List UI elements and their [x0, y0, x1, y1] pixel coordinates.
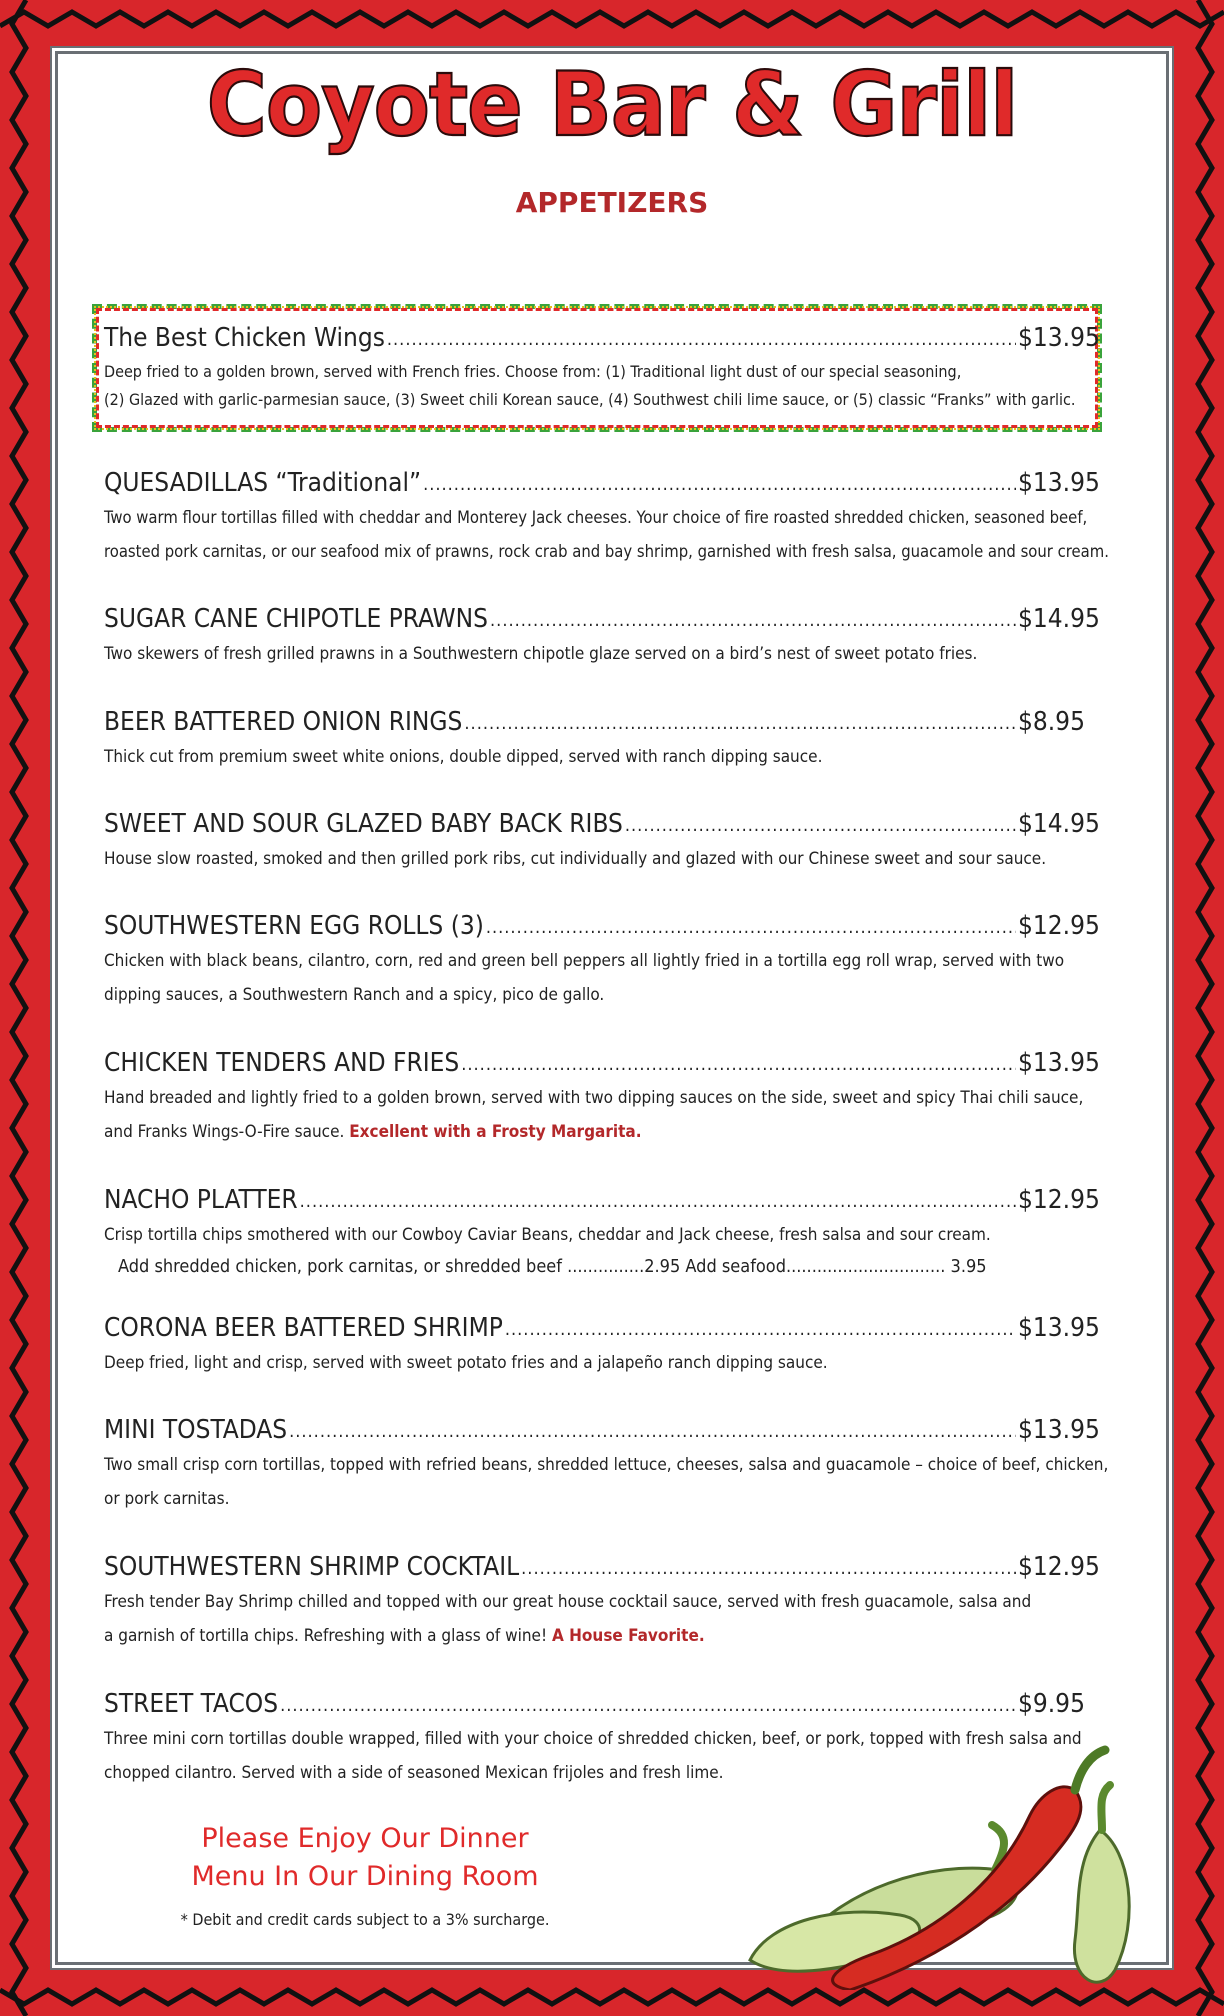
menu-item-baby-back-ribs — [104, 806, 1104, 876]
menu-item-chicken-tenders — [104, 1045, 1104, 1149]
surcharge-note: * Debit and credit cards subject to a 3% surcharge. — [180, 1910, 550, 1929]
item-price: $13.95 — [1018, 1313, 1100, 1343]
leader-dots — [289, 1414, 1016, 1450]
description-line: Thick cut from premium sweet white onions, double dipped, served with ranch dipping sauce. — [104, 747, 823, 767]
leader-dots — [625, 808, 1016, 844]
item-name: SWEET AND SOUR GLAZED BABY BACK RIBS — [104, 809, 623, 839]
leader-dots — [300, 1184, 1016, 1220]
leader-dots — [423, 467, 1016, 503]
leader-dots — [505, 1312, 1016, 1348]
description-line: Chicken with black beans, cilantro, corn, red and green bell peppers all lightly fried in a tortilla egg roll wrap, served with two — [104, 951, 1065, 971]
leader-dots — [464, 706, 1016, 742]
description-line: dipping sauces, a Southwestern Ranch and a spicy, pico de gallo. — [104, 985, 605, 1005]
item-price: $8.95 — [1018, 707, 1085, 737]
description-line: Hand breaded and lightly fried to a golden brown, served with two dipping sauces on the side, sweet and spicy Thai chili sauce, — [104, 1088, 1084, 1108]
leader-dots — [490, 603, 1016, 639]
leader-dots — [486, 910, 1016, 946]
leader-dots — [521, 1551, 1016, 1587]
menu-item-chicken-wings — [104, 320, 1104, 414]
description-line: Deep fried to a golden brown, served with French fries. Choose from: (1) Traditional light dust of our special seasoning, — [104, 362, 962, 381]
description-line: Two warm flour tortillas filled with cheddar and Monterey Jack cheeses. Your choice of fire roasted shredded chicken, seasoned beef, — [104, 508, 1088, 527]
description-text: a garnish of tortilla chips. Refreshing with a glass of wine! — [104, 1626, 548, 1646]
invite-line: Please Enjoy Our Dinner — [201, 1823, 529, 1854]
description-line: Deep fried, light and crisp, served with sweet potato fries and a jalapeño ranch dipping sauce. — [104, 1353, 828, 1373]
menu-item-mini-tostadas — [104, 1412, 1109, 1516]
item-name: SOUTHWESTERN EGG ROLLS (3) — [104, 911, 484, 941]
description-line: Two skewers of fresh grilled prawns in a Southwestern chipotle glaze served on a bird’s nest of sweet potato fries. — [104, 644, 978, 664]
description-line: (2) Glazed with garlic-parmesian sauce, (3) Sweet chili Korean sauce, (4) Southwest chili lime sauce, or (5) classic “Franks” with garlic. — [104, 390, 1076, 409]
description-line: Fresh tender Bay Shrimp chilled and topped with our great house cocktail sauce, served with fresh guacamole, salsa and — [104, 1592, 1032, 1612]
item-name: SOUTHWESTERN SHRIMP COCKTAIL — [104, 1552, 520, 1582]
menu-item-chipotle-prawns — [104, 601, 1104, 671]
menu-item-egg-rolls — [104, 908, 1104, 1012]
item-price: $14.95 — [1018, 809, 1100, 839]
description-line: Two small crisp corn tortillas, topped with refried beans, shredded lettuce, cheeses, salsa and guacamole – choice of beef, chicken, — [104, 1455, 1109, 1475]
invite-line: Menu In Our Dining Room — [191, 1861, 539, 1892]
item-name: The Best Chicken Wings — [104, 323, 385, 353]
menu-item-nacho-platter — [104, 1182, 1104, 1282]
description-line — [104, 1619, 1104, 1653]
description-line: Three mini corn tortillas double wrapped, filled with your choice of shredded chicken, beef, or pork, topped with fresh salsa and — [104, 1729, 1082, 1749]
leader-dots — [387, 322, 1016, 358]
item-name: SUGAR CANE CHIPOTLE PRAWNS — [104, 604, 489, 634]
pairing-suggestion: Excellent with a Frosty Margarita. — [349, 1122, 642, 1142]
chili-peppers-illustration — [730, 1720, 1150, 1990]
item-description — [104, 501, 1109, 569]
description-line: or pork carnitas. — [104, 1489, 230, 1509]
item-name: STREET TACOS — [104, 1689, 279, 1719]
leader-dots — [280, 1688, 1016, 1724]
description-text: and Franks Wings-O-Fire sauce. — [104, 1122, 345, 1142]
item-name: CHICKEN TENDERS AND FRIES — [104, 1048, 460, 1078]
item-price: $13.95 — [1018, 1048, 1100, 1078]
restaurant-title: Coyote Bar & Grill — [206, 54, 1018, 157]
dinner-menu-invite — [140, 1820, 590, 1896]
item-name: BEER BATTERED ONION RINGS — [104, 707, 463, 737]
item-price: $13.95 — [1018, 1415, 1100, 1445]
item-description — [104, 358, 1104, 414]
description-line: House slow roasted, smoked and then grilled pork ribs, cut individually and glazed with our Chinese sweet and sour sauce. — [104, 849, 1047, 869]
item-price: $13.95 — [1018, 468, 1100, 498]
item-description — [104, 1448, 1109, 1516]
item-price: $12.95 — [1018, 1185, 1100, 1215]
item-price: $12.95 — [1018, 911, 1100, 941]
item-description — [104, 1346, 1104, 1380]
house-favorite-tag: A House Favorite. — [551, 1626, 705, 1646]
item-description — [104, 944, 1104, 1012]
menu-item-shrimp-cocktail — [104, 1549, 1104, 1653]
item-description — [104, 1081, 1104, 1149]
item-description — [104, 1218, 1104, 1252]
item-name: QUESADILLAS “Traditional” — [104, 468, 422, 498]
item-price: $12.95 — [1018, 1552, 1100, 1582]
menu-item-onion-rings — [104, 704, 1104, 774]
section-title: APPETIZERS — [515, 186, 709, 219]
menu-item-corona-shrimp — [104, 1310, 1104, 1380]
item-description — [104, 842, 1104, 876]
item-price: $13.95 — [1018, 323, 1100, 353]
item-description — [104, 1585, 1104, 1653]
item-description — [104, 637, 1104, 671]
green-pepper-right — [1074, 1785, 1129, 1982]
description-line: chopped cilantro. Served with a side of seasoned Mexican frijoles and fresh lime. — [104, 1763, 724, 1783]
item-description — [104, 740, 1104, 774]
add-ons-line: Add shredded chicken, pork carnitas, or shredded beef ...............2.95 Add seafood............................... 3.95 — [118, 1256, 987, 1277]
item-price: $14.95 — [1018, 604, 1100, 634]
item-price: $9.95 — [1018, 1689, 1085, 1719]
description-line — [104, 1115, 1104, 1149]
item-name: NACHO PLATTER — [104, 1185, 298, 1215]
menu-item-quesadillas — [104, 465, 1109, 569]
description-line: Crisp tortilla chips smothered with our Cowboy Caviar Beans, cheddar and Jack cheese, fresh salsa and sour cream. — [104, 1225, 991, 1245]
leader-dots — [461, 1047, 1016, 1083]
description-line: roasted pork carnitas, or our seafood mix of prawns, rock crab and bay shrimp, garnished with fresh salsa, guacamole and sour cream. — [104, 542, 1109, 561]
item-name: MINI TOSTADAS — [104, 1415, 288, 1445]
item-name: CORONA BEER BATTERED SHRIMP — [104, 1313, 503, 1343]
